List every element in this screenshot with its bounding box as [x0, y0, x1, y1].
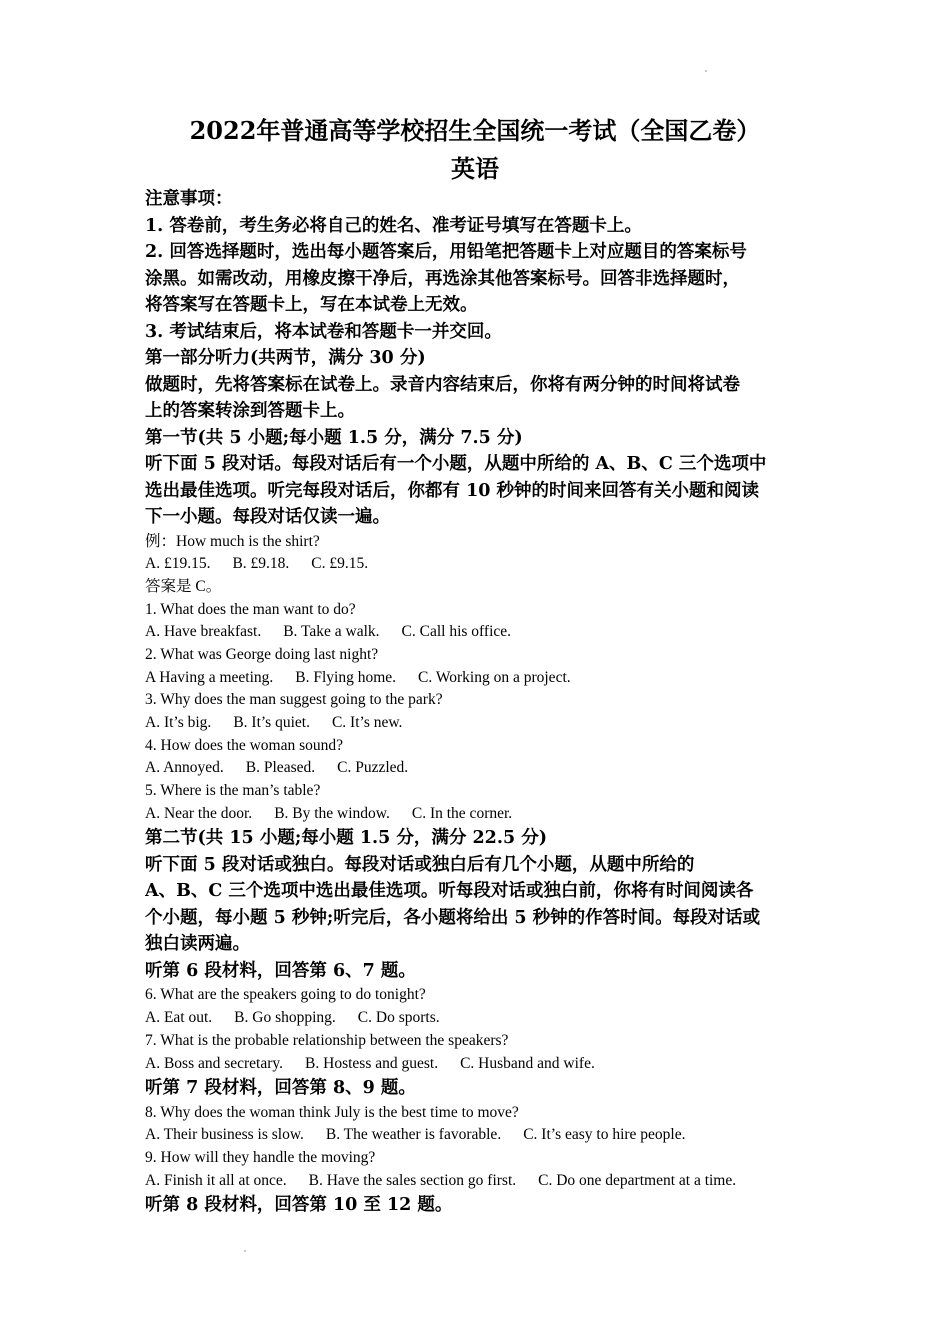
section2-heading: 第二节(共 15 小题;每小题 1.5 分，满分 22.5 分) — [145, 828, 547, 849]
option-c: C. £9.15. — [311, 555, 369, 573]
question-4: 4. How does the woman sound? — [145, 736, 344, 754]
option-b: B. Hostess and guest. — [305, 1054, 439, 1072]
exam-content — [145, 186, 810, 1219]
part1-instruction: 上的答案转涂到答题卡上。 — [145, 401, 355, 421]
section1-instruction: 听下面 5 段对话。每段对话后有一个小题，从题中所给的 A、B、C 三个选项中 — [145, 454, 767, 474]
material-7-heading: 听第 7 段材料，回答第 8、9 题。 — [145, 1078, 416, 1099]
notice-heading: 注意事项： — [145, 189, 233, 209]
option-a: A. Annoyed. — [145, 759, 224, 777]
question-1: 1. What does the man want to do? — [145, 600, 356, 618]
question-3: 3. Why does the man suggest going to the park? — [145, 691, 443, 709]
option-c: C. It’s new. — [331, 714, 403, 731]
option-a: A. Boss and secretary. — [145, 1054, 284, 1072]
material-8-heading: 听第 8 段材料，回答第 10 至 12 题。 — [145, 1195, 453, 1216]
section1-instruction: 选出最佳选项。听完每段对话后，你都有 10 秒钟的时间来回答有关小题和阅读 — [145, 480, 760, 501]
option-a: A. Eat out. — [145, 1009, 213, 1027]
notice-line: 3. 考试结束后，将本试卷和答题卡一并交回。 — [145, 321, 502, 342]
question-6: 6. What are the speakers going to do tonight? — [145, 986, 426, 1004]
options-2 — [145, 667, 810, 690]
option-a: A. Have breakfast. — [145, 623, 262, 641]
option-b: B. It’s quiet. — [233, 714, 310, 731]
option-c: C. Puzzled. — [337, 759, 409, 777]
option-c: C. Do sports. — [357, 1009, 440, 1027]
notice-line: 涂黑。如需改动，用橡皮擦干净后，再选涂其他答案标号。回答非选择题时， — [145, 268, 740, 289]
options-9 — [145, 1170, 810, 1193]
notice-line: 2. 回答选择题时，选出每小题答案后，用铅笔把答题卡上对应题目的答案标号 — [145, 242, 747, 262]
material-6-heading: 听第 6 段材料，回答第 6、7 题。 — [145, 960, 416, 981]
part1-instruction: 做题时，先将答案标在试卷上。录音内容结束后，你将有两分钟的时间将试卷 — [145, 374, 740, 395]
section2-instruction: 独白读两遍。 — [145, 934, 250, 955]
notice-line: 将答案写在答题卡上，写在本试卷上无效。 — [145, 295, 478, 315]
option-b: B. Pleased. — [245, 759, 316, 777]
option-b: B. The weather is favorable. — [325, 1126, 502, 1144]
option-c: C. Call his office. — [401, 623, 512, 641]
section2-instruction: 个小题，每小题 5 秒钟;听完后，各小题将给出 5 秒钟的作答时间。每段对话或 — [145, 907, 761, 928]
section2-instruction: 听下面 5 段对话或独白。每段对话或独白后有几个小题，从题中所给的 — [145, 854, 695, 875]
option-c: C. Do one department at a time. — [538, 1171, 737, 1189]
scan-speck — [705, 70, 707, 72]
section1-heading: 第一节(共 5 小题;每小题 1.5 分，满分 7.5 分) — [145, 427, 523, 448]
question-8: 8. Why does the woman think July is the best time to move? — [145, 1103, 519, 1121]
options-6 — [145, 1007, 810, 1030]
question-9: 9. How will they handle the moving? — [145, 1149, 376, 1167]
part1-heading: 第一部分听力(共两节，满分 30 分) — [145, 348, 426, 368]
option-b: B. By the window. — [274, 804, 390, 822]
options-5 — [145, 803, 810, 826]
scan-speck — [244, 1250, 246, 1252]
question-5: 5. Where is the man’s table? — [145, 782, 321, 800]
options-1 — [145, 621, 810, 644]
option-c: C. Working on a project. — [418, 668, 571, 686]
option-b: B. Go shopping. — [234, 1009, 336, 1027]
option-a: A. £19.15. — [145, 555, 211, 573]
option-c: C. Husband and wife. — [460, 1054, 595, 1072]
option-a: A. Finish it all at once. — [145, 1171, 287, 1189]
options-7 — [145, 1053, 810, 1076]
option-b: B. Take a walk. — [283, 623, 380, 641]
option-a: A. Near the door. — [145, 804, 253, 822]
exam-subject: 英语 — [451, 154, 499, 183]
section2-instruction: A、B、C 三个选项中选出最佳选项。听每段对话或独白前，你将有时间阅读各 — [145, 881, 754, 902]
options-3 — [145, 712, 810, 735]
option-b: B. Have the sales section go first. — [308, 1171, 517, 1189]
example-options — [145, 553, 810, 576]
option-a: A. It’s big. — [145, 714, 212, 731]
question-2: 2. What was George doing last night? — [145, 645, 379, 663]
options-8 — [145, 1124, 810, 1147]
option-b: B. £9.18. — [232, 555, 290, 573]
question-7: 7. What is the probable relationship between the speakers? — [145, 1031, 509, 1049]
options-4 — [145, 757, 810, 780]
option-a: A. Their business is slow. — [145, 1126, 304, 1144]
example-answer: 答案是 C。 — [145, 577, 222, 595]
exam-title: 2022年普通高等学校招生全国统一考试（全国乙卷） — [189, 116, 761, 145]
notice-line: 1. 答卷前，考生务必将自己的姓名、准考证号填写在答题卡上。 — [145, 215, 642, 236]
option-c: C. In the corner. — [411, 804, 513, 822]
option-b: B. Flying home. — [295, 668, 397, 686]
option-a: A Having a meeting. — [145, 668, 274, 686]
example-question: 例：How much is the shirt? — [145, 532, 320, 550]
option-c: C. It’s easy to hire people. — [523, 1126, 686, 1144]
section1-instruction: 下一小题。每段对话仅读一遍。 — [145, 507, 390, 527]
